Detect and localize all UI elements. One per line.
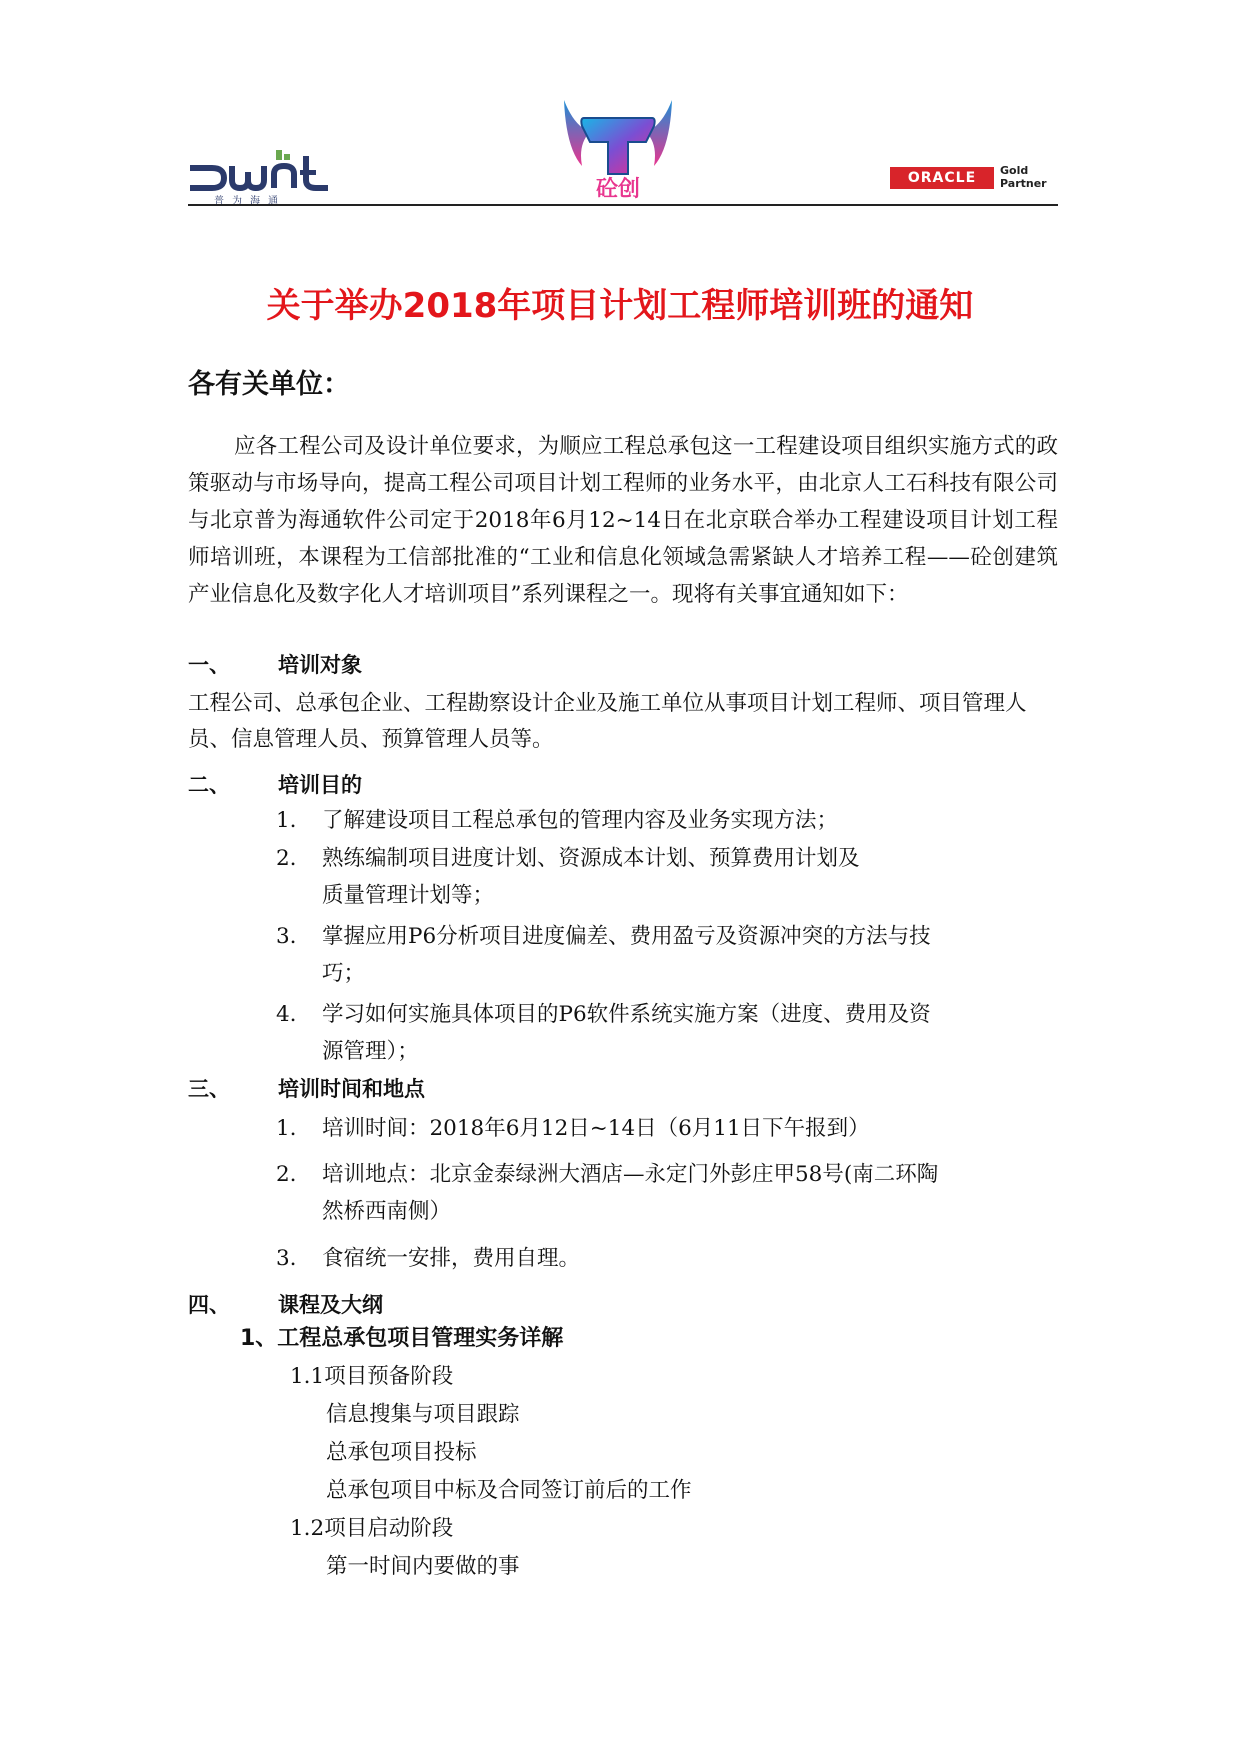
dwnt-logo-mark bbox=[188, 148, 348, 192]
oracle-partner-word: Partner bbox=[1000, 177, 1047, 190]
course-topic: 第一时间内要做的事 bbox=[326, 1554, 520, 1579]
list-text: 熟练编制项目进度计划、资源成本计划、预算费用计划及 bbox=[322, 846, 860, 871]
course-stage-heading: 1.1项目预备阶段 bbox=[290, 1364, 454, 1389]
section-heading-2 bbox=[188, 770, 362, 800]
section-heading-1 bbox=[188, 650, 362, 680]
list-text: 培训地点：北京金泰绿洲大酒店—永定门外彭庄甲58号(南二环陶 bbox=[322, 1162, 939, 1187]
list-text-continued: 源管理）； bbox=[322, 1039, 419, 1064]
target-paragraph: 工程公司、总承包企业、工程勘察设计企业及施工单位从事项目计划工程师、项目管理人员、信息管理人员、预算管理人员等。 bbox=[188, 691, 1027, 752]
list-text-continued: 然桥西南侧） bbox=[322, 1199, 452, 1224]
list-text: 掌握应用P6分析项目进度偏差、费用盈亏及资源冲突的方法与技 bbox=[322, 924, 931, 949]
list-item bbox=[276, 996, 1056, 1070]
list-text-continued: 巧； bbox=[322, 961, 366, 986]
list-number: 4. bbox=[276, 1002, 297, 1027]
section-number: 三、 bbox=[188, 1077, 230, 1101]
course-topic: 总承包项目中标及合同签订前后的工作 bbox=[326, 1478, 692, 1503]
list-text: 培训时间：2018年6月12日~14日（6月11日下午报到） bbox=[322, 1116, 870, 1141]
list-item bbox=[276, 802, 1056, 839]
tongchuang-logo-text: 砼创 bbox=[595, 177, 640, 202]
section-number: 一、 bbox=[188, 653, 230, 677]
list-text-continued: 质量管理计划等； bbox=[322, 883, 495, 908]
list-text: 了解建设项目工程总承包的管理内容及业务实现方法； bbox=[322, 808, 839, 833]
list-item bbox=[276, 840, 1056, 914]
oracle-gold-label: Gold bbox=[1000, 164, 1029, 177]
course-topic: 信息搜集与项目跟踪 bbox=[326, 1402, 520, 1427]
course-stage-heading: 1.2项目启动阶段 bbox=[290, 1516, 454, 1541]
tongchuang-logo bbox=[560, 96, 676, 202]
list-item bbox=[276, 1240, 1056, 1277]
oracle-gold-partner-logo bbox=[890, 164, 1060, 198]
intro-paragraph: 应各工程公司及设计单位要求，为顺应工程总承包这一工程建设项目组织实施方式的政策驱动与市场导向，提高工程公司项目计划工程师的业务水平，由北京人工石科技有限公司与北京普为海通软件公司定于2018年6月12~14日在北京联合举办工程建设项目计划工程师培训班，本课程为工信部批准的“工业和信息化领域急需紧缺人才培养工程——砼创建筑产业信息化及数字化人才培训项目”系列课程之一。现将有关事宜通知如下： bbox=[188, 434, 1058, 607]
letterhead bbox=[0, 0, 1240, 210]
list-number: 2. bbox=[276, 1162, 297, 1187]
header-divider bbox=[188, 204, 1058, 206]
section-title: 课程及大纲 bbox=[278, 1293, 383, 1317]
section-title: 培训对象 bbox=[278, 653, 362, 677]
section-number: 二、 bbox=[188, 773, 230, 797]
dwnt-logo-subtitle: 普为海通 bbox=[214, 196, 286, 207]
section-heading-3 bbox=[188, 1074, 425, 1104]
oracle-partner-label bbox=[1000, 164, 1047, 190]
list-number: 1. bbox=[276, 808, 297, 833]
list-item bbox=[276, 918, 1056, 992]
dwnt-logo bbox=[188, 148, 348, 206]
list-number: 2. bbox=[276, 846, 297, 871]
salutation: 各有关单位： bbox=[188, 369, 350, 400]
oracle-brand: ORACLE bbox=[890, 167, 994, 189]
list-text: 学习如何实施具体项目的P6软件系统实施方案（进度、费用及资 bbox=[322, 1002, 931, 1027]
list-item bbox=[276, 1110, 1056, 1147]
section-number: 四、 bbox=[188, 1293, 230, 1317]
list-text: 食宿统一安排，费用自理。 bbox=[322, 1246, 581, 1271]
course-module-heading: 1、工程总承包项目管理实务详解 bbox=[240, 1326, 564, 1351]
section-title: 培训时间和地点 bbox=[278, 1077, 425, 1101]
document-title: 关于举办2018年项目计划工程师培训班的通知 bbox=[266, 286, 974, 326]
list-number: 3. bbox=[276, 924, 297, 949]
list-number: 1. bbox=[276, 1116, 297, 1141]
section-heading-4 bbox=[188, 1290, 383, 1320]
section-title: 培训目的 bbox=[278, 773, 362, 797]
course-topic: 总承包项目投标 bbox=[326, 1440, 477, 1465]
list-item bbox=[276, 1156, 1056, 1230]
list-number: 3. bbox=[276, 1246, 297, 1271]
